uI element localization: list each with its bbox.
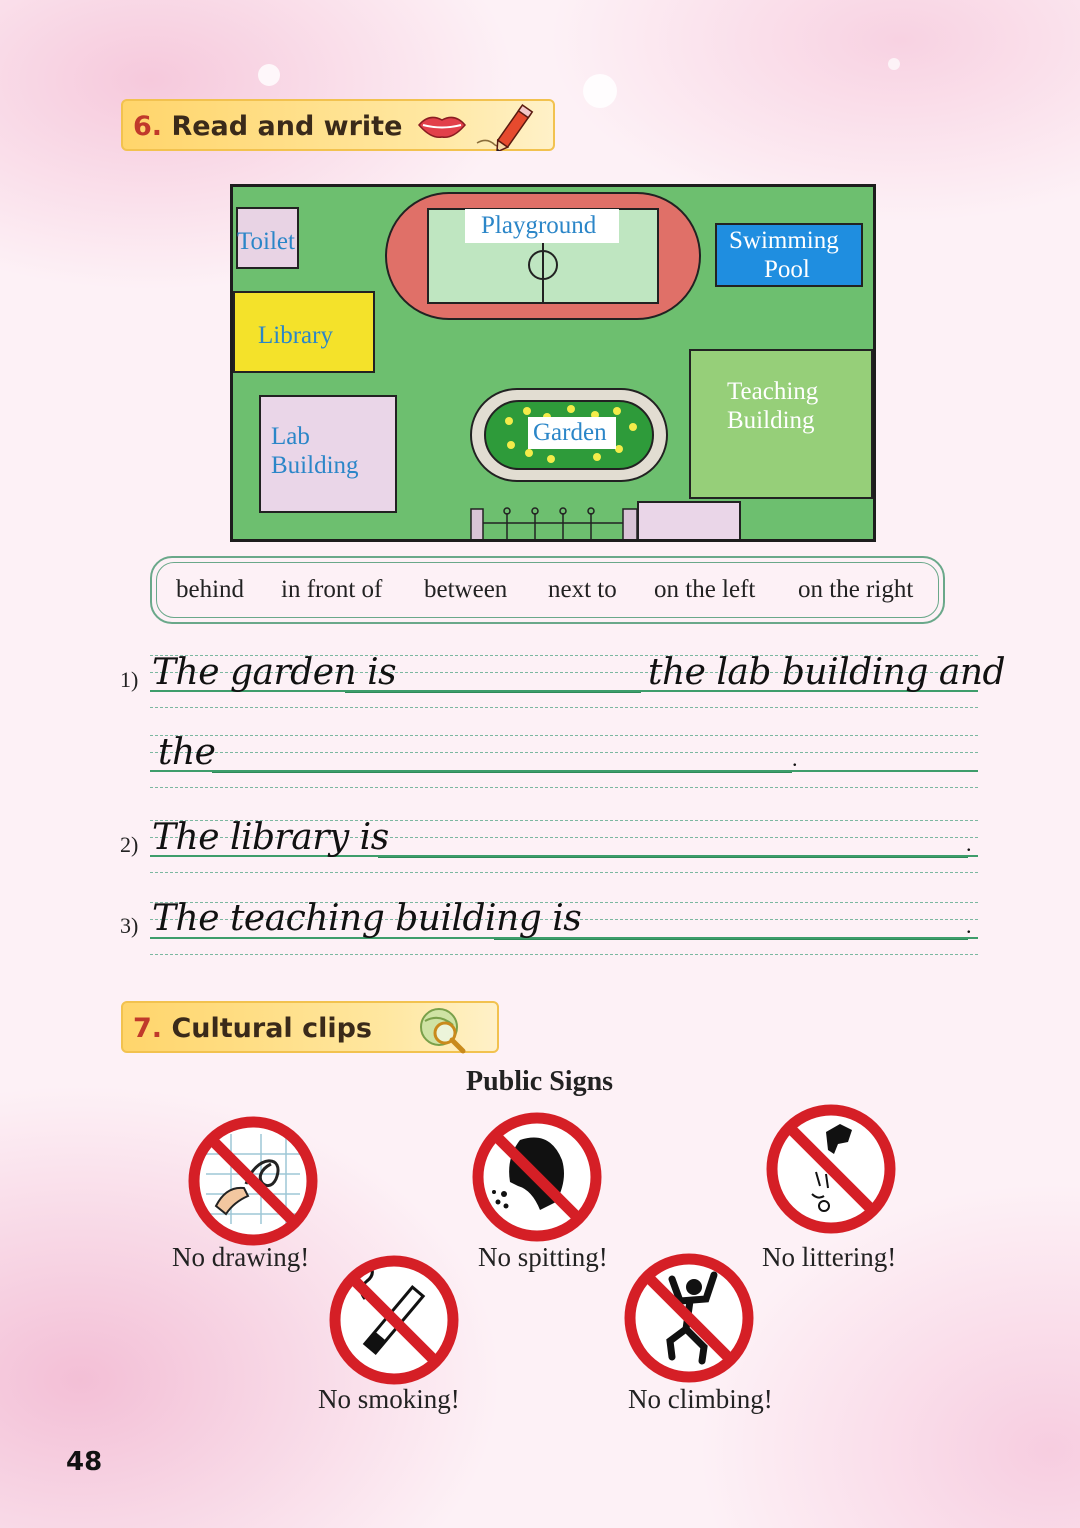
section-6-title: Read and write (171, 111, 403, 142)
guide-line (150, 872, 978, 873)
playground-label: Playground (481, 212, 597, 239)
school-map (230, 184, 876, 542)
teaching-label-line-2: Building (727, 407, 815, 434)
no-smoking-sign-icon (327, 1253, 461, 1387)
toilet-label: Toilet (237, 228, 295, 255)
exercise-3-number: 3) (120, 913, 139, 938)
section-7-title: Cultural clips (171, 1013, 372, 1044)
period: . (792, 746, 798, 771)
teaching-label-line-1: Teaching (727, 378, 819, 405)
exercise-2-number: 2) (120, 832, 139, 857)
no-spitting-caption: No spitting! (478, 1242, 608, 1272)
section-7-header (121, 1001, 499, 1053)
exercise-1-blank-1[interactable] (345, 692, 641, 693)
word-in-front-of: in front of (281, 576, 383, 603)
gatehouse (637, 501, 741, 542)
no-drawing-caption: No drawing! (172, 1242, 310, 1272)
magnifier-globe-icon (399, 1003, 479, 1055)
garden-label: Garden (533, 419, 607, 446)
no-littering-sign-icon (764, 1102, 898, 1236)
exercise-3-text-a: The teaching building is (152, 898, 582, 939)
bubble-decoration (258, 64, 280, 86)
pencil-icon (473, 103, 543, 151)
no-spitting-sign-icon (470, 1110, 604, 1244)
exercise-1-text-a: The garden is (152, 652, 397, 693)
no-littering-caption: No littering! (762, 1242, 897, 1272)
guide-line (150, 954, 978, 955)
word-bank (150, 556, 945, 624)
guide-line (150, 735, 978, 736)
bubble-decoration (888, 58, 900, 70)
lab-label-line-2: Building (271, 452, 359, 479)
lab-label-line-1: Lab (271, 423, 310, 450)
swimming-label-line-2: Pool (764, 256, 810, 283)
word-behind: behind (176, 576, 245, 603)
exercise-1-text-b: the lab building and (648, 652, 1006, 693)
exercise-1-number: 1) (120, 667, 139, 692)
exercise-1-text-c: the (158, 732, 216, 773)
no-smoking-caption: No smoking! (318, 1384, 460, 1414)
public-signs-title: Public Signs (466, 1066, 614, 1097)
period: . (966, 913, 972, 938)
library-label: Library (258, 322, 333, 349)
exercise-2-text-a: The library is (152, 817, 389, 858)
guide-line (150, 707, 978, 708)
section-7-number: 7. (133, 1013, 163, 1044)
swimming-label-line-1: Swimming (729, 227, 839, 254)
guide-line (150, 752, 978, 753)
word-between: between (424, 576, 508, 603)
exercise-3-blank[interactable] (494, 939, 968, 940)
section-6-number: 6. (133, 111, 163, 142)
no-climbing-sign-icon (622, 1251, 756, 1385)
section-6-header (121, 99, 555, 151)
no-climbing-caption: No climbing! (628, 1384, 773, 1414)
word-on-the-right: on the right (798, 576, 914, 603)
bubble-decoration (583, 74, 617, 108)
playground-track (383, 187, 703, 322)
period: . (966, 831, 972, 856)
exercise-2-blank[interactable] (378, 857, 968, 858)
word-on-the-left: on the left (654, 576, 756, 603)
guide-line (150, 787, 978, 788)
page-number: 48 (66, 1447, 103, 1477)
exercise-1-blank-2[interactable] (212, 772, 792, 773)
school-gate (469, 503, 649, 542)
word-next-to: next to (548, 576, 617, 603)
lips-icon (417, 111, 467, 141)
no-drawing-sign-icon (186, 1114, 320, 1248)
